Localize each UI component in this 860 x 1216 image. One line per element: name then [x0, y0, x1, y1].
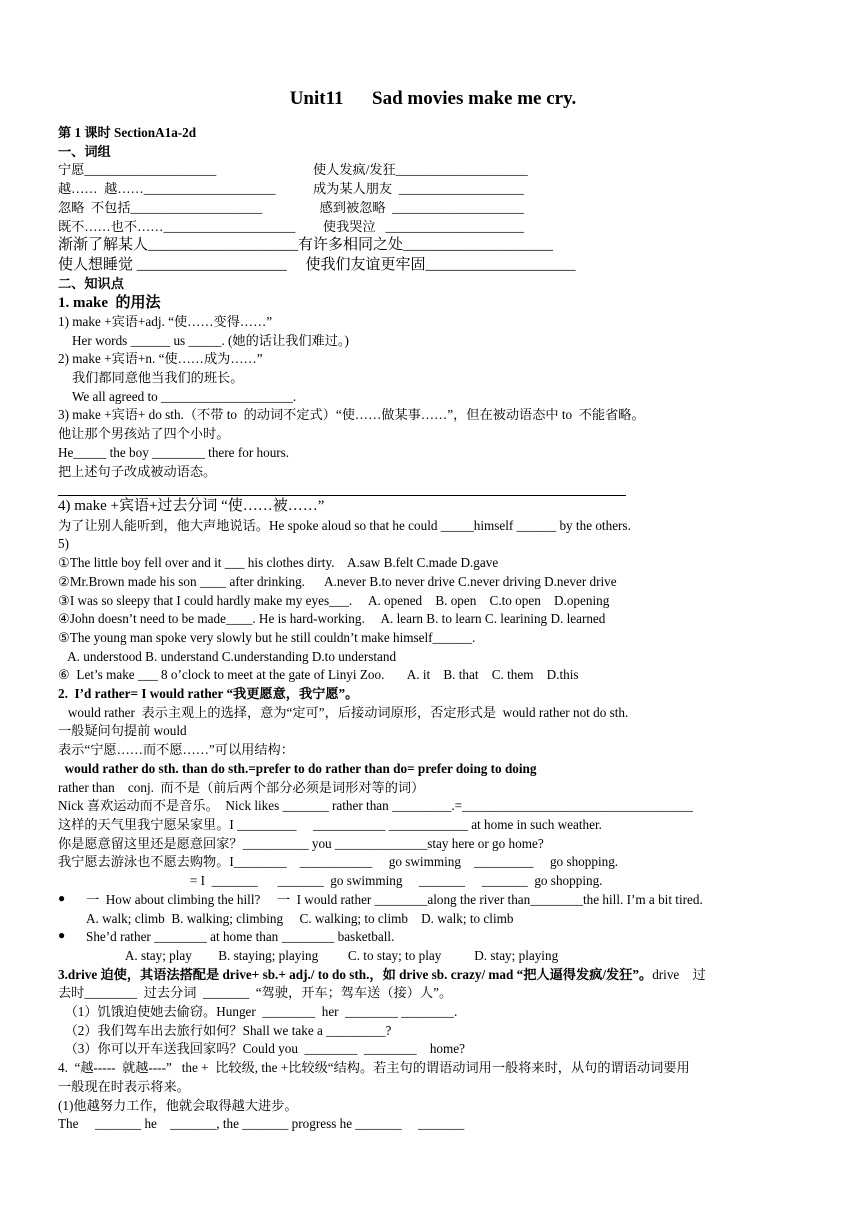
text-line: would rather 表示主观上的选择，意为“定可”，后接动词原形，否定形式是 would rather not do sth. [58, 704, 629, 720]
phrase-right: 成为某人朋友 ___________________ [313, 181, 524, 197]
lesson-heading: 第 1 课时 SectionA1a-2d [58, 125, 197, 140]
phrase-left: 忽略 不包括____________________ [58, 199, 263, 215]
drive-heading-line [58, 966, 808, 985]
choice-options: A. understood B. understand C.understanding D.to understand [58, 648, 397, 664]
choice-question: ⑥ Let’s make ___ 8 o’clock to meet at the gate of Linyi Zoo. A. it B. that C. them D.this [58, 667, 579, 683]
bullet-question [58, 928, 808, 947]
choice-question: ⑤The young man spoke very slowly but he still couldn’t make himself______. [58, 629, 476, 645]
text-line: 一般疑问句提前 would [58, 723, 187, 739]
text-line: 一般现在时表示将来。 [58, 1078, 190, 1094]
drive-heading-tail: drive 过 [652, 966, 706, 982]
would-rather-heading: 2. I’d rather= I would rather “我更愿意，我宁愿”。 [58, 686, 359, 702]
phrase-right: 使我哭泣 _____________________ [313, 218, 524, 234]
phrase-right: 感到被忽略 ____________________ [313, 199, 524, 215]
phrase-left: 越…… 越……____________________ [58, 181, 276, 197]
text-line: 去时________ 过去分词 _______ “驾驶，开车；驾车送（接）人”。 [58, 985, 453, 1001]
choice-question: ②Mr.Brown made his son ____ after drinking. A.never B.to never drive C.never driving D.never drive [58, 573, 617, 589]
text-line: 表示“宁愿……而不愿……”可以用结构： [58, 742, 294, 758]
phrase-line-large: 渐渐了解某人____________________有许多相同之处____________________ [58, 237, 554, 254]
text-line: rather than conj. 而不是（前后两个部分必须是词形对等的词） [58, 779, 425, 795]
text-line: 3) make +宾语+ do sth.（不带 to 的动词不定式）“使……做某事……”，但在被动语态中 to 不能省略。 [58, 407, 645, 423]
text-line: 我们都同意他当我们的班长。 [72, 370, 244, 386]
exercise-line: （3）你可以开车送我回家吗？Could you ________ ________ home? [58, 1041, 465, 1057]
text-line: (1)他越努力工作，他就会取得越大进步。 [58, 1097, 298, 1113]
phrase-row [58, 161, 808, 180]
section-knowledge-heading: 二、知识点 [58, 276, 124, 292]
choice-question: ③I was so sleepy that I could hardly make my eyes___. A. opened B. open C.to open D.opening [58, 592, 610, 608]
phrase-row [58, 218, 808, 237]
exercise-line: Her words ______ us _____. (她的话让我们难过。) [72, 332, 349, 348]
text-line: 他让那个男孩站了四个小时。 [58, 426, 230, 442]
text-line: 4. “越----- 就越----” the + 比较级, the +比较级“结构。若主句的谓语动词用一般将来时，从句的谓语动词要用 [58, 1060, 690, 1076]
text-line: 把上述句子改成被动语态。 [58, 463, 217, 479]
bullet-dot-icon: ● [58, 928, 66, 943]
text-line: 1) make +宾语+adj. “使……变得……” [58, 313, 273, 329]
exercise-line: 你是愿意留这里还是愿意回家？__________ you ______________stay here or go home? [58, 835, 544, 851]
phrase-right: 使人发疯/发狂____________________ [313, 162, 528, 178]
exercise-line: Nick 喜欢运动而不是音乐。 Nick likes _______ rather than _________.=___________________________________ [58, 798, 693, 814]
exercise-line: We all agreed to ____________________. [72, 388, 297, 404]
choice-question: ④John doesn’t need to be made____. He is hard-working. A. learn B. to learn C. learining D. learned [58, 611, 606, 627]
exercise-line: （2）我们驾车出去旅行如何？Shall we take a _________? [58, 1022, 392, 1038]
exercise-line: = I _______ _______ go swimming _______ _______ go shopping. [58, 873, 603, 889]
phrase-line-large: 使人想睡觉 ____________________ 使我们友谊更牢固____________________ [58, 256, 576, 273]
exercise-line: 我宁愿去游泳也不愿去购物。I________ ___________ go swimming _________ go shopping. [58, 854, 619, 870]
exercise-line: 为了让别人能听到，他大声地说话。He spoke aloud so that he could _____himself ______ by the others. [58, 517, 631, 533]
phrase-left: 宁愿____________________ [58, 162, 217, 178]
text-line: 2) make +宾语+n. “使……成为……” [58, 351, 263, 367]
phrase-left: 既不……也不……____________________ [58, 218, 296, 234]
exercise-line: （1）饥饿迫使她去偷窃。Hunger ________ her ________ ________. [58, 1004, 458, 1020]
choice-options: A. walk; climb B. walking; climbing C. walking; to climb D. walk; to climb [86, 910, 514, 926]
choice-question: ①The little boy fell over and it ___ his clothes dirty. A.saw B.felt C.made D.gave [58, 555, 499, 571]
bullet-dot-icon: ● [58, 890, 66, 905]
drive-heading: 3.drive 迫使，其语法搭配是 drive+ sb.+ adj./ to do sth.，如 drive sb. crazy/ mad “把人逼得发疯/发狂”。 [58, 966, 653, 982]
page-title: Unit11 Sad movies make me cry. [289, 88, 577, 109]
exercise-line: He_____ the boy ________ there for hours. [58, 444, 290, 460]
section-phrases-heading: 一、词组 [58, 143, 111, 159]
make-past-participle-heading: 4) make +宾语+过去分词 “使……被……” [58, 498, 325, 515]
phrase-row [58, 199, 808, 218]
question-text: 一 How about climbing the hill? 一 I would rather ________along the river than________the hill. I’m a bit tired. [86, 891, 703, 907]
text-line: 5) [58, 536, 69, 552]
choice-options: A. stay; play B. staying; playing C. to stay; to play D. stay; playing [86, 947, 559, 963]
bullet-question [58, 891, 808, 910]
worksheet-page [58, 88, 808, 1134]
exercise-line: The _______ he _______, the _______ progress he _______ _______ [58, 1116, 465, 1132]
make-usage-heading: 1. make 的用法 [58, 294, 161, 311]
structure-line: would rather do sth. than do sth.=prefer to do rather than do= prefer doing to doing [58, 760, 537, 776]
exercise-line: 这样的天气里我宁愿呆家里。I _________ ___________ ____________ at home in such weather. [58, 817, 602, 832]
phrase-row [58, 180, 808, 199]
answer-blank-line [58, 481, 626, 496]
question-text: She’d rather ________ at home than ________ basketball. [86, 929, 395, 945]
